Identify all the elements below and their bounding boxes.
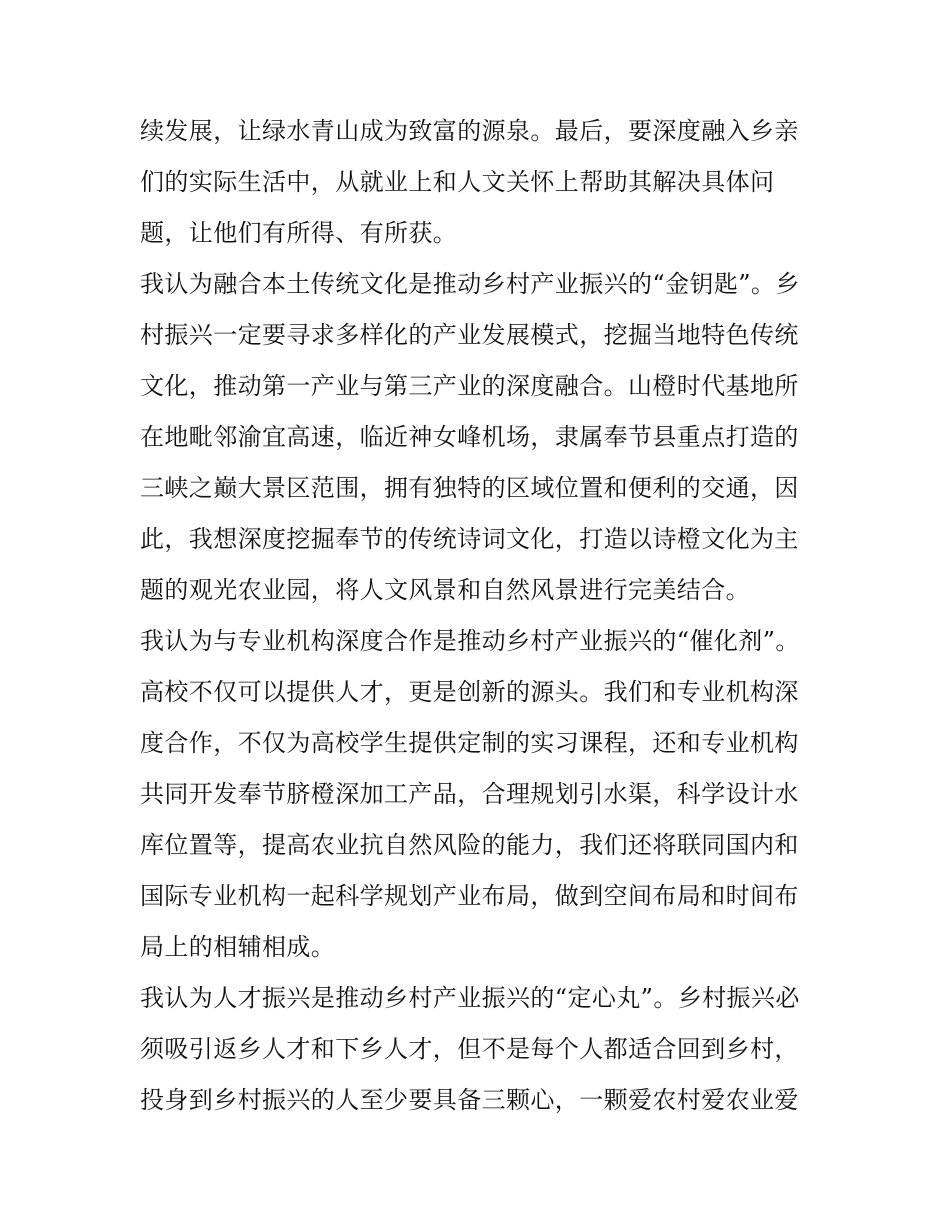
text-line: 续发展，让绿水青山成为致富的源泉。最后，要深度融入乡亲: [140, 117, 799, 145]
text-line: 局上的相辅相成。: [140, 933, 336, 961]
text-line: 三峡之巅大景区范围，拥有独特的区域位置和便利的交通，因: [140, 474, 799, 502]
text-line: 题的观光农业园，将人文风景和自然风景进行完美结合。: [140, 576, 750, 604]
text-line: 此，我想深度挖掘奉节的传统诗词文化，打造以诗橙文化为主: [140, 525, 799, 553]
text-line: 共同开发奉节脐橙深加工产品，合理规划引水渠，科学设计水: [140, 780, 799, 808]
text-line: 须吸引返乡人才和下乡人才，但不是每个人都适合回到乡村，: [140, 1035, 799, 1063]
text-line: 我认为融合本土传统文化是推动乡村产业振兴的“金钥匙”。乡: [140, 270, 800, 298]
text-line: 国际专业机构一起科学规划产业布局，做到空间布局和时间布: [140, 882, 799, 910]
text-line: 高校不仅可以提供人才，更是创新的源头。我们和专业机构深: [140, 678, 799, 706]
text-line: 在地毗邻渝宜高速，临近神女峰机场，隶属奉节县重点打造的: [140, 423, 799, 451]
paragraph-3: [140, 616, 820, 973]
text-line: 们的实际生活中，从就业上和人文关怀上帮助其解决具体问: [140, 168, 775, 196]
text-line: 村振兴一定要寻求多样化的产业发展模式，挖掘当地特色传统: [140, 321, 799, 349]
text-line: 投身到乡村振兴的人至少要具备三颗心，一颗爱农村爱农业爱: [140, 1086, 799, 1114]
paragraph-1: [140, 106, 820, 259]
paragraph-4: [140, 973, 820, 1126]
text-body: [140, 106, 820, 1126]
text-line: 我认为与专业机构深度合作是推动乡村产业振兴的“催化剂”。: [140, 627, 800, 655]
paragraph-2: [140, 259, 820, 616]
text-line: 题，让他们有所得、有所获。: [140, 219, 458, 247]
text-line: 文化，推动第一产业与第三产业的深度融合。山橙时代基地所: [140, 372, 799, 400]
text-line: 我认为人才振兴是推动乡村产业振兴的“定心丸”。乡村振兴必: [140, 984, 800, 1012]
text-line: 库位置等，提高农业抗自然风险的能力，我们还将联同国内和: [140, 831, 799, 859]
text-line: 度合作，不仅为高校学生提供定制的实习课程，还和专业机构: [140, 729, 799, 757]
